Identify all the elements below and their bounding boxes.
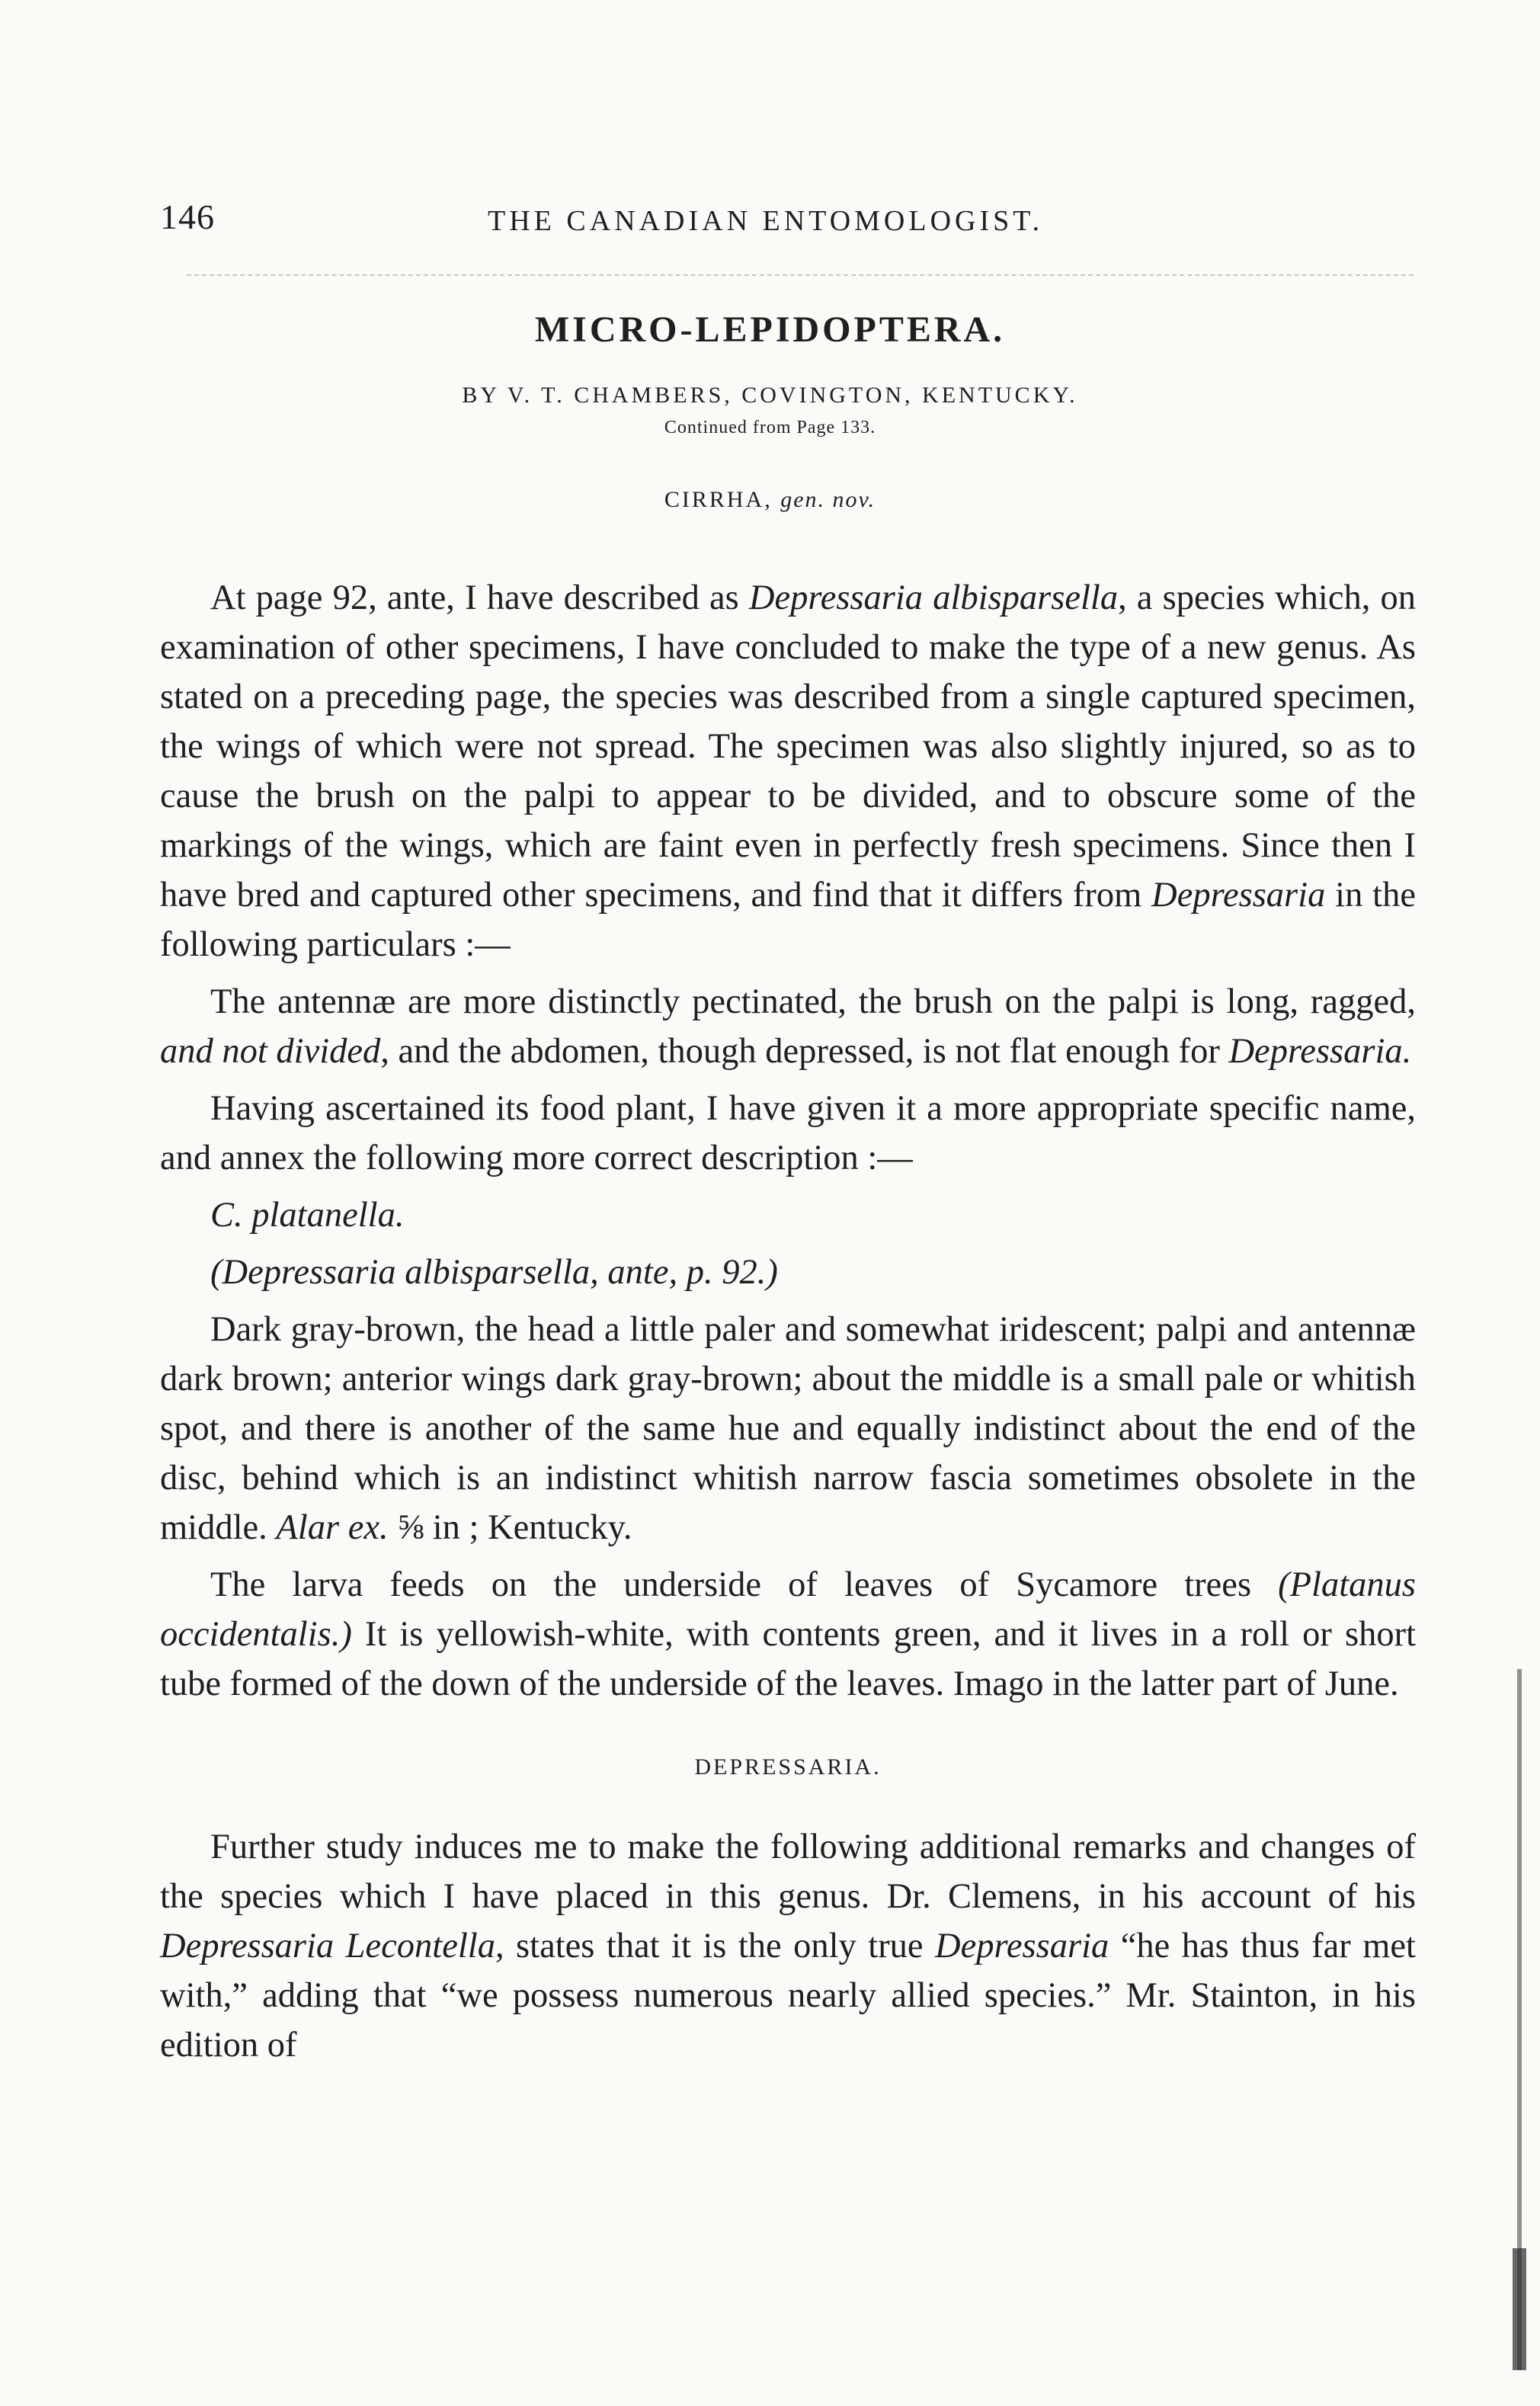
section-heading: DEPRESSARIA. — [694, 1754, 882, 1780]
genus-italic: Depressaria — [1151, 876, 1326, 915]
text-run: At page 92, ante, I have described as — [210, 578, 749, 617]
genus-italic: Depressaria — [935, 1927, 1109, 1965]
paragraph-description — [160, 1305, 1416, 1552]
synonym-line — [160, 1248, 1416, 1297]
journal-title: THE CANADIAN ENTOMOLOGIST. — [488, 205, 1044, 237]
genus-name: CIRRHA, — [664, 487, 773, 512]
genus-status: gen. nov. — [780, 487, 876, 512]
page-number: 146 — [160, 197, 215, 236]
plant-italic: (Platanus occidentalis.) — [160, 1565, 1416, 1654]
paragraph-intro — [160, 573, 1416, 969]
header-rule — [187, 274, 1414, 276]
continued-note: Continued from Page 133. — [664, 418, 876, 437]
species-italic: Depressaria albisparsella — [748, 578, 1119, 617]
species-name-italic: C. platanella. — [210, 1196, 405, 1235]
text-run: The antennæ are more distinctly pectinated, the brush on the palpi is long, ragged, — [210, 982, 1416, 1021]
running-head — [160, 197, 1403, 242]
text-run: in the following particulars :— — [160, 876, 1416, 964]
text-run: “he has thus far met with,” adding that “we possess numerous nearly allied species.” Mr. Stainton, in his edition of — [160, 1927, 1416, 2065]
text-run: , a species which, on examination of other specimens, I have concluded to make the type of a new genus. As stated on a preceding page, the species was described from a single captured specimen, the wings of which were not spread. The specimen was also slightly injured, so as to cause the brush on the palpi to appear to be divided, and to obscure some of the markings of the wings, which are faint even in perfectly fresh specimens. Since then I have bred and captured other specimens, and find that it differs from — [160, 578, 1416, 915]
emphasis-italic: and not divided — [160, 1032, 381, 1071]
article-body — [160, 573, 1416, 2070]
paragraph-food-plant: Having ascertained its food plant, I have given it a more appropriate specific name, and annex the following more correct description :— — [160, 1089, 1416, 1177]
genus-italic: Depressaria. — [1228, 1032, 1412, 1071]
text-run: Further study induces me to make the following additional remarks and changes of the species which I have placed in this genus. Dr. Clemens, in his account of his — [160, 1828, 1416, 1916]
species-italic: Depressaria Lecontella — [160, 1927, 495, 1965]
text-run: ⅝ in ; Kentucky. — [388, 1508, 632, 1547]
synonym-italic: (Depressaria albisparsella, ante, p. 92.) — [210, 1253, 778, 1292]
article-title: MICRO-LEPIDOPTERA. — [534, 309, 1006, 350]
paragraph-depressaria — [160, 1822, 1416, 2070]
scan-edge-artifact — [1510, 1669, 1529, 2370]
alar-italic: Alar ex. — [276, 1508, 389, 1547]
article-title-block — [0, 309, 1540, 513]
text-run: , states that it is the only true — [495, 1927, 936, 1965]
author-byline: BY V. T. CHAMBERS, COVINGTON, KENTUCKY. — [462, 383, 1078, 408]
text-run: The larva feeds on the underside of leaves of Sycamore trees — [210, 1565, 1279, 1604]
text-run: Dark gray-brown, the head a little paler and somewhat iridescent; palpi and antennæ dark brown; anterior wings dark gray-brown; about the middle is a small pale or whitish spot, and there is another of the same hue and equally indistinct about the end of the disc, behind which is an indistinct whitish narrow fascia sometimes obsolete in the middle. — [160, 1310, 1416, 1547]
paragraph-antennae — [160, 977, 1416, 1076]
text-run: It is yellowish-white, with contents green, and it lives in a roll or short tube formed of the down of the underside of the leaves. Imago in the latter part of June. — [160, 1615, 1416, 1703]
text-run: , and the abdomen, though depressed, is not flat enough for — [380, 1032, 1229, 1071]
species-name — [160, 1190, 1416, 1240]
genus-heading — [0, 487, 1540, 513]
paragraph-larva — [160, 1560, 1416, 1709]
